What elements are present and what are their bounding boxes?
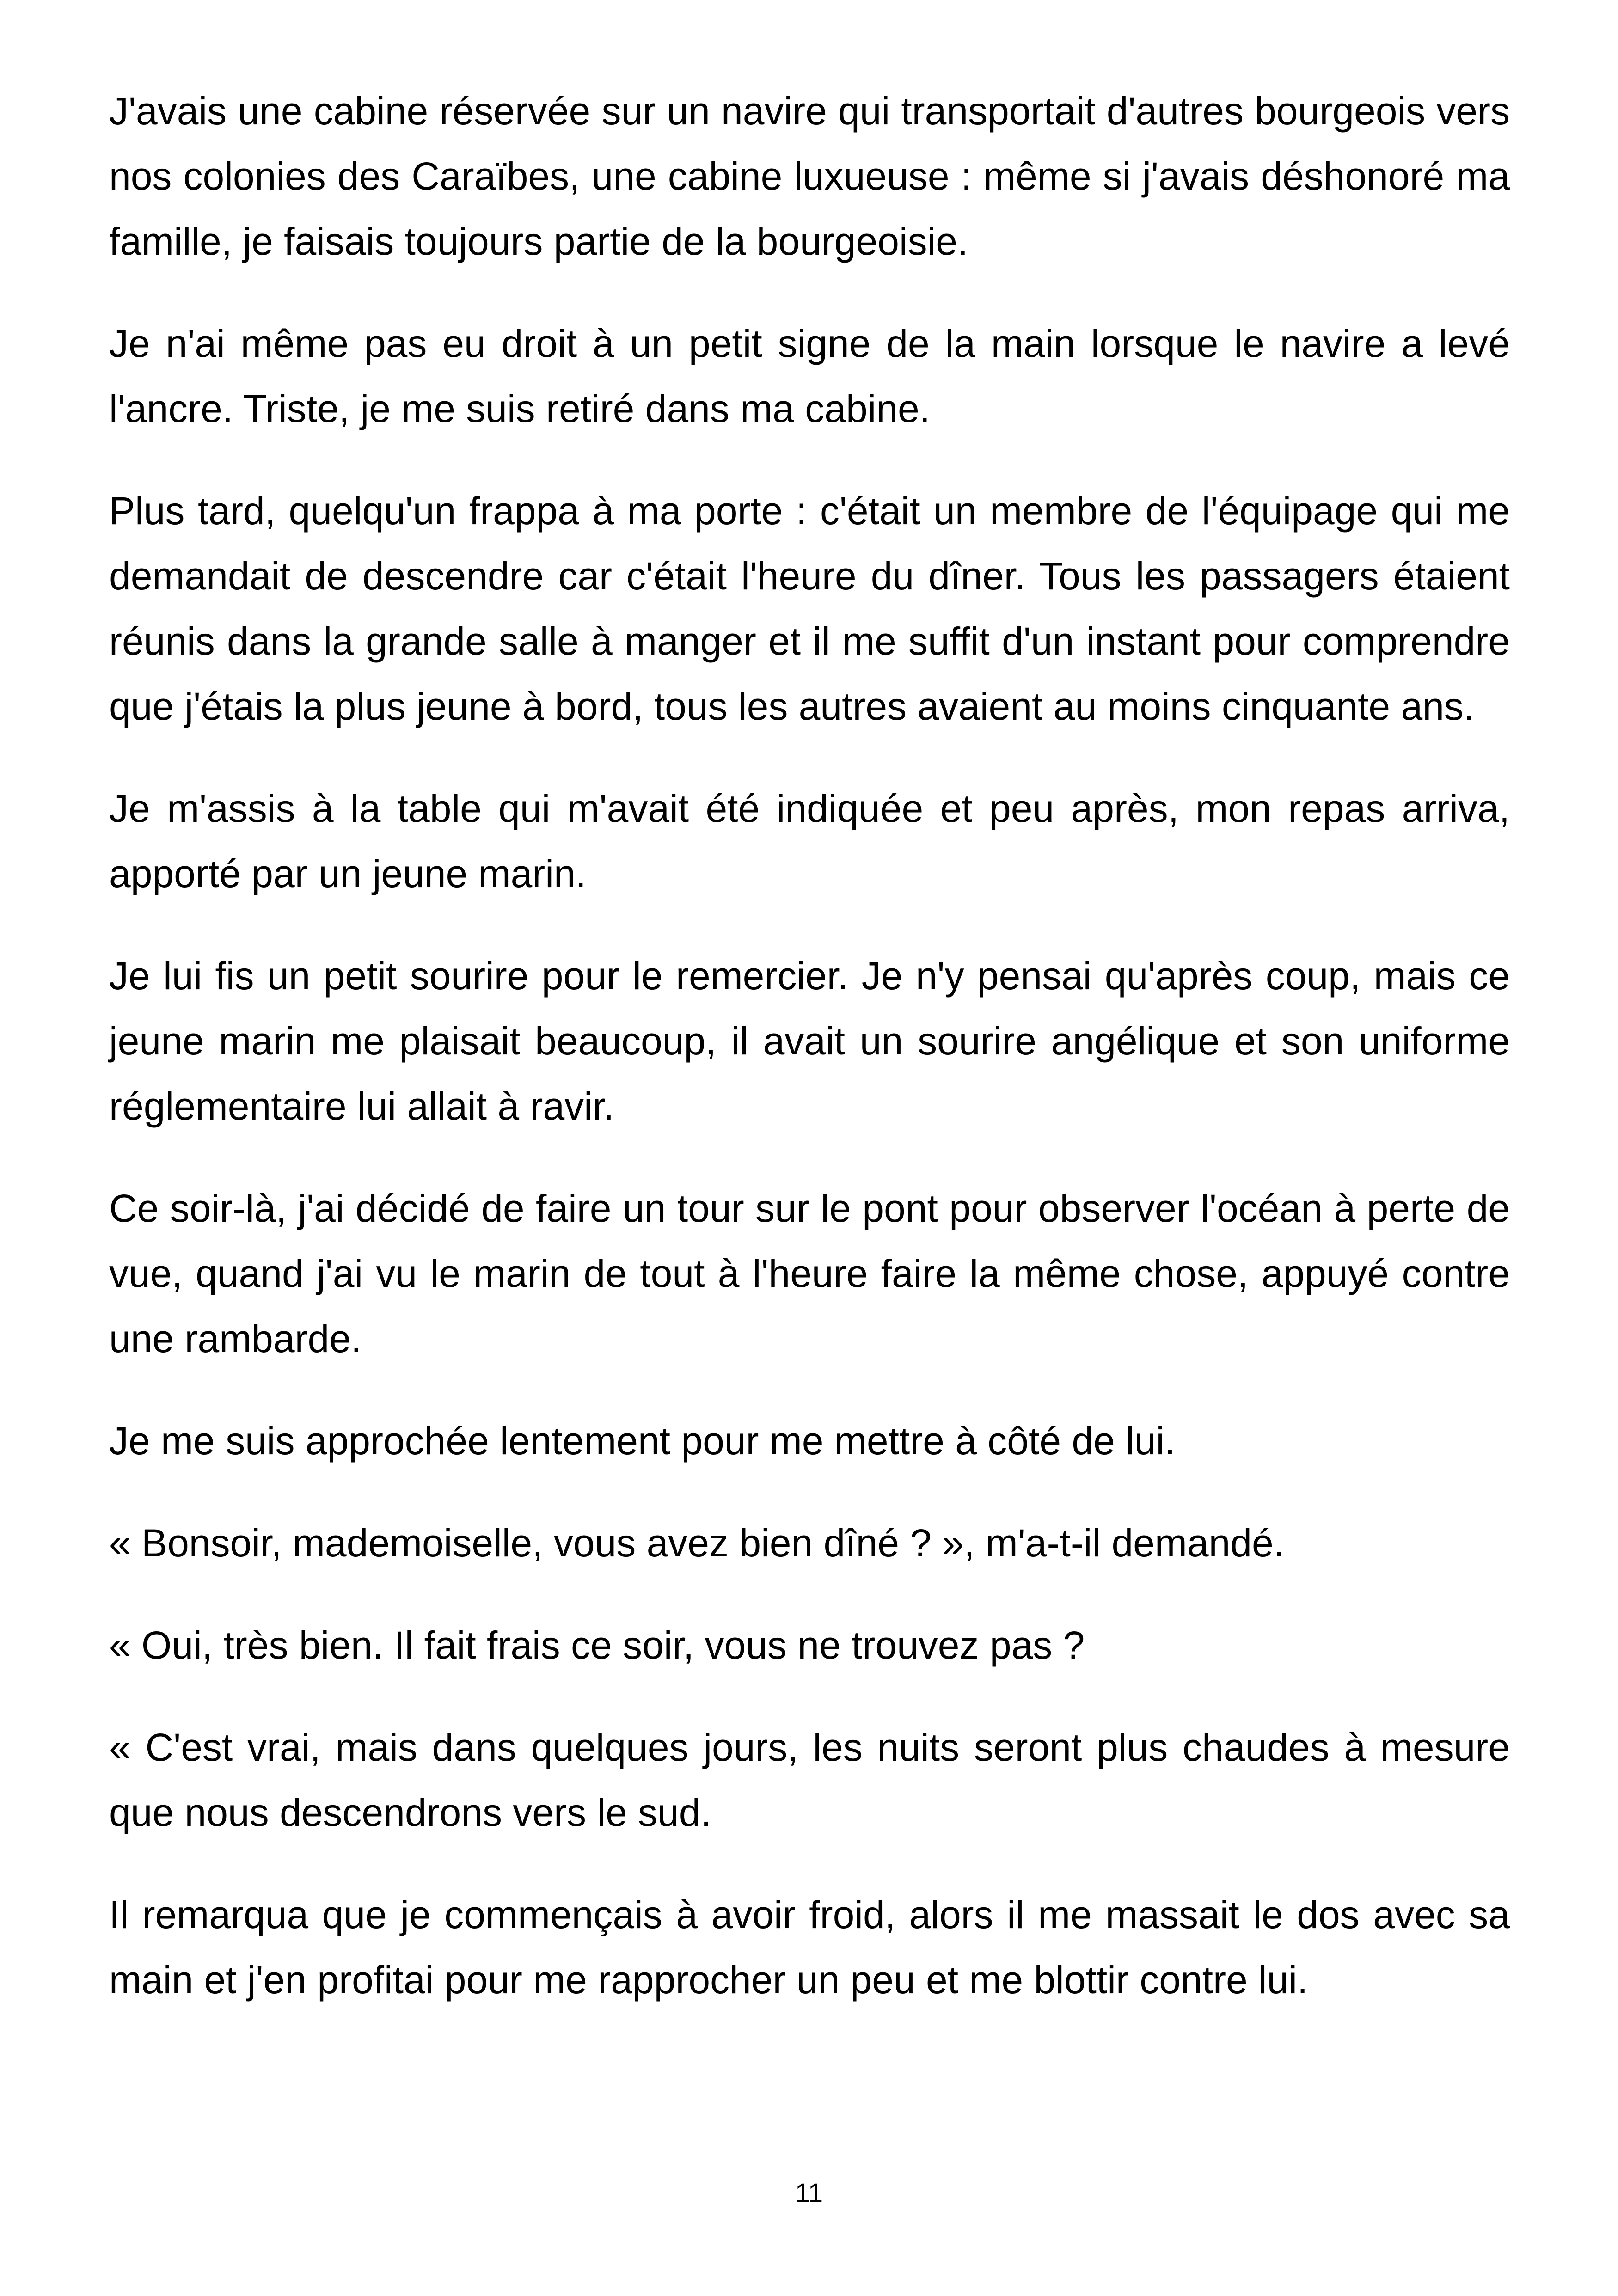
paragraph-11: Il remarqua que je commençais à avoir froid, alors il me massait le dos avec sa main et j'en profitai pour me rapprocher un peu et me blottir contre lui.: [109, 1893, 1510, 2002]
paragraph-7: Je me suis approchée lentement pour me mettre à côté de lui.: [109, 1419, 1176, 1463]
paragraph-9: « Oui, très bien. Il fait frais ce soir, vous ne trouvez pas ?: [109, 1623, 1085, 1667]
page-number: 11: [795, 2178, 823, 2208]
paragraph-1: J'avais une cabine réservée sur un navire qui transportait d'autres bourgeois vers nos colonies des Caraïbes, une cabine luxueuse : même si j'avais déshonoré ma famille, je faisais toujours partie de la bourgeoisie.: [109, 89, 1510, 263]
paragraph-3: Plus tard, quelqu'un frappa à ma porte : c'était un membre de l'équipage qui me demandait de descendre car c'était l'heure du dîner. Tous les passagers étaient réunis dans la grande salle à manger et il me suffit d'un instant pour comprendre que j'étais la plus jeune à bord, tous les autres avaient au moins cinquante ans.: [109, 489, 1510, 728]
paragraph-8: « Bonsoir, mademoiselle, vous avez bien dîné ? », m'a-t-il demandé.: [109, 1521, 1285, 1565]
paragraph-10: « C'est vrai, mais dans quelques jours, les nuits seront plus chaudes à mesure que nous descendrons vers le sud.: [109, 1726, 1510, 1834]
document-body: [109, 79, 1510, 2050]
paragraph-4: Je m'assis à la table qui m'avait été indiquée et peu après, mon repas arriva, apporté par un jeune marin.: [109, 787, 1510, 895]
paragraph-2: Je n'ai même pas eu droit à un petit signe de la main lorsque le navire a levé l'ancre. Triste, je me suis retiré dans ma cabine.: [109, 322, 1510, 430]
paragraph-5: Je lui fis un petit sourire pour le remercier. Je n'y pensai qu'après coup, mais ce jeune marin me plaisait beaucoup, il avait un sourire angélique et son uniforme réglementaire lui allait à ravir.: [109, 954, 1510, 1128]
paragraph-6: Ce soir-là, j'ai décidé de faire un tour sur le pont pour observer l'océan à perte de vue, quand j'ai vu le marin de tout à l'heure faire la même chose, appuyé contre une rambarde.: [109, 1187, 1510, 1360]
